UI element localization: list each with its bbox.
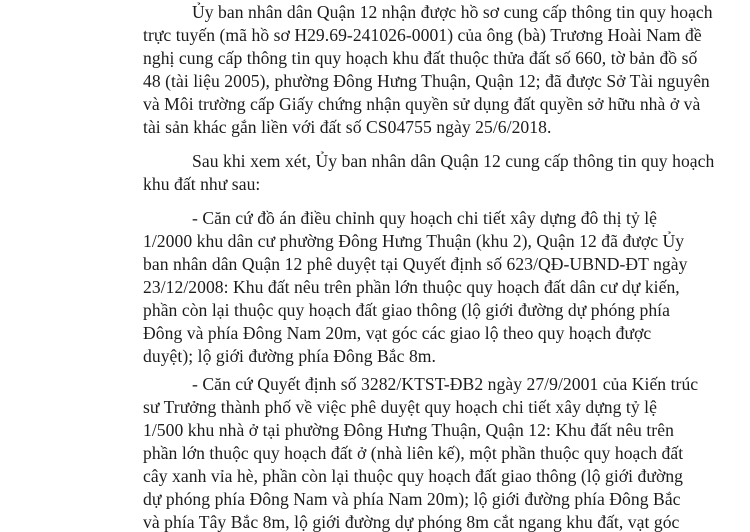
paragraph-basis-1-line-7: duyệt); lộ giới đường phía Đông Bắc 8m.: [143, 346, 436, 366]
paragraph-basis-1-line-4: 23/12/2008: Khu đất nêu trên phần lớn thuộc quy hoạch đất dân cư dự kiến,: [143, 277, 680, 297]
paragraph-intro-line-2: trực tuyến (mã hồ sơ H29.69-241026-0001) của ông (bà) Trương Hoài Nam đề: [143, 25, 702, 45]
paragraph-basis-1-line-6: Đông và phía Đông Nam 20m, vạt góc các giao lộ theo quy hoạch được: [143, 323, 652, 343]
paragraph-intro-line-3: nghị cung cấp thông tin quy hoạch khu đất thuộc thửa đất số 660, tờ bản đồ số: [143, 48, 698, 68]
paragraph-intro-line-4: 48 (tài liệu 2005), phường Đông Hưng Thuận, Quận 12; đã được Sở Tài nguyên: [143, 71, 710, 91]
paragraph-intro-line-6: tài sản khác gắn liền với đất số CS04755 ngày 25/6/2018.: [143, 117, 552, 137]
paragraph-review-line-1: Sau khi xem xét, Ủy ban nhân dân Quận 12 cung cấp thông tin quy hoạch: [192, 151, 715, 171]
paragraph-basis-1-line-1: - Căn cứ đồ án điều chỉnh quy hoạch chi tiết xây dựng đô thị tỷ lệ: [192, 208, 658, 228]
paragraph-basis-2-line-6: dự phóng phía Đông Nam và phía Nam 20m); lộ giới đường phía Đông Bắc: [143, 489, 681, 509]
paragraph-review-line-2: khu đất như sau:: [143, 174, 261, 194]
paragraph-basis-2-line-7: và phía Tây Bắc 8m, lộ giới đường dự phóng 8m cắt ngang khu đất, vạt góc: [143, 512, 680, 532]
paragraph-basis-2-line-4: phần lớn thuộc quy hoạch đất ở (nhà liên kế), một phần thuộc quy hoạch đất: [143, 443, 684, 463]
paragraph-basis-1-line-2: 1/2000 khu dân cư phường Đông Hưng Thuận (khu 2), Quận 12 đã được Ủy: [143, 231, 685, 251]
paragraph-basis-1-line-3: ban nhân dân Quận 12 phê duyệt tại Quyết định số 623/QĐ-UBND-ĐT ngày: [143, 254, 688, 274]
paragraph-basis-2-line-1: - Căn cứ Quyết định số 3282/KTST-ĐB2 ngày 27/9/2001 của Kiến trúc: [192, 374, 699, 394]
paragraph-basis-2-line-3: 1/500 khu nhà ở tại phường Đông Hưng Thuận, Quận 12: Khu đất nêu trên: [143, 420, 674, 440]
paragraph-intro-line-5: và Môi trường cấp Giấy chứng nhận quyền sử dụng đất quyền sở hữu nhà ở và: [143, 94, 701, 114]
paragraph-basis-2-line-2: sư Trưởng thành phố về việc phê duyệt quy hoạch chi tiết xây dựng tỷ lệ: [143, 397, 657, 417]
paragraph-basis-2-line-5: cây xanh vỉa hè, phần còn lại thuộc quy hoạch đất giao thông (lộ giới đường: [143, 466, 684, 486]
paragraph-intro-line-1: Ủy ban nhân dân Quận 12 nhận được hồ sơ cung cấp thông tin quy hoạch: [192, 2, 713, 22]
paragraph-basis-1-line-5: phần còn lại thuộc quy hoạch đất giao thông (lộ giới đường dự phóng phía: [143, 300, 670, 320]
